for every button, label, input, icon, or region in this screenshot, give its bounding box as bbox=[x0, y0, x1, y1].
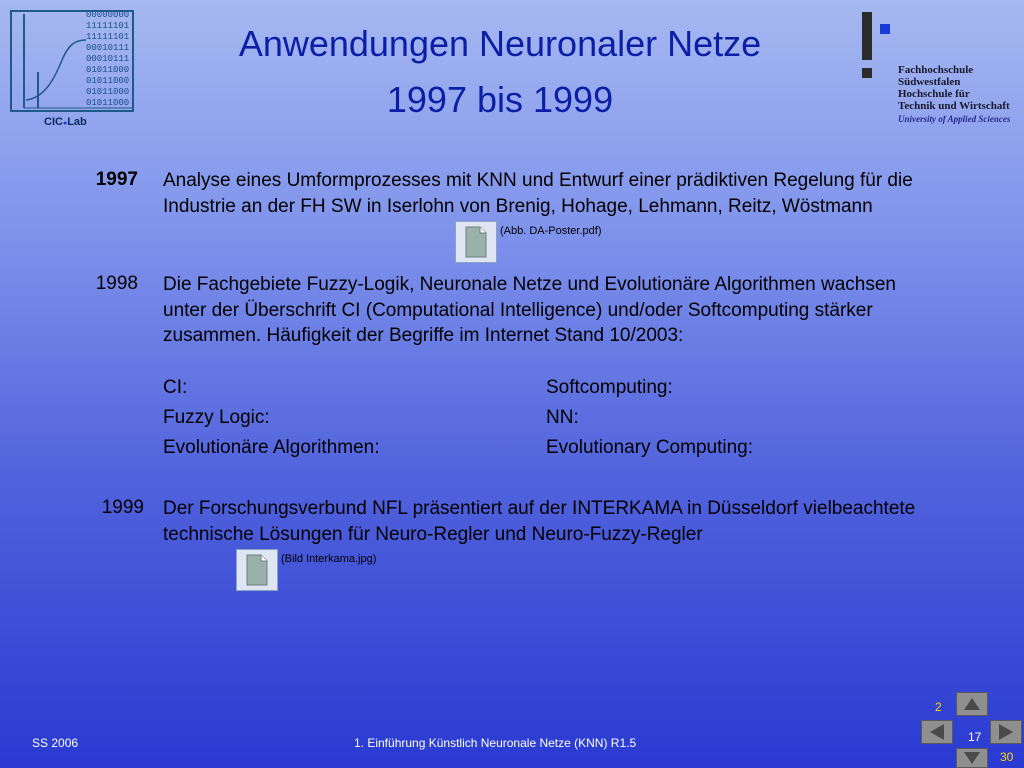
attachment-poster[interactable] bbox=[455, 221, 497, 263]
logo-exclamation-bar bbox=[862, 12, 872, 60]
year-1997: 1997 bbox=[95, 169, 138, 190]
page-subtitle: 1997 bis 1999 bbox=[386, 79, 614, 120]
logo-text-line: Fachhochschule bbox=[898, 64, 974, 76]
nav-current-page: 17 bbox=[968, 730, 982, 744]
attachment-label[interactable]: (Bild Interkama.jpg) bbox=[281, 553, 377, 565]
page-title: Anwendungen Neuronaler Netze bbox=[238, 23, 762, 64]
arrow-up-icon bbox=[964, 698, 980, 710]
nav-next-button[interactable] bbox=[990, 720, 1022, 744]
nav-prev-button[interactable] bbox=[921, 720, 953, 744]
nav-total-pages: 30 bbox=[1000, 750, 1014, 764]
entry-1997-text: Analyse eines Umformprozesses mit KNN und Entwurf einer prädiktiven Regelung für die Industrie an der FH SW in Iserlohn von Brenig, Hohage, Lehmann, Reitz, Wöstmann bbox=[163, 170, 913, 217]
term-ci: CI: bbox=[163, 377, 188, 398]
nav-prev-page-number: 2 bbox=[935, 700, 942, 714]
term-evolutionary-computing: Evolutionary Computing: bbox=[546, 437, 753, 458]
logo-exclamation-dot bbox=[862, 68, 872, 78]
logo-text-line: Hochschule für bbox=[898, 88, 970, 100]
cic-lab-logo bbox=[10, 10, 134, 130]
fh-swf-logo bbox=[856, 10, 1020, 130]
logo-label: CIC●Lab bbox=[44, 116, 87, 128]
nav-down-button[interactable] bbox=[956, 748, 988, 768]
attachment-interkama[interactable] bbox=[236, 549, 278, 591]
entry-1998-text: Die Fachgebiete Fuzzy-Logik, Neuronale Netze und Evolutionäre Algorithmen wachsen unter der Überschrift CI (Computational Intelligence) und/oder Softcomputing stärker zusammen. Häufigkeit der Begriffe im Internet Stand 10/2003: bbox=[163, 274, 896, 346]
term-evolutionary-algorithms: Evolutionäre Algorithmen: bbox=[163, 437, 380, 458]
entry-1999-text: Der Forschungsverbund NFL präsentiert auf der INTERKAMA in Düsseldorf vielbeachtete technische Lösungen für Neuro-Regler und Neuro-Fuzzy-Regler bbox=[163, 498, 916, 545]
binary-pattern: 00000000 11111101 11111101 00010111 00010111 01011000 01011000 01011000 01011000 bbox=[86, 10, 130, 108]
footer-title: 1. Einführung Künstlich Neuronale Netze (KNN) R1.5 bbox=[354, 736, 637, 750]
year-1999: 1999 bbox=[101, 497, 144, 518]
term-softcomputing: Softcomputing: bbox=[546, 377, 673, 398]
attachment-label[interactable]: (Abb. DA-Poster.pdf) bbox=[500, 225, 602, 237]
term-fuzzy-logic: Fuzzy Logic: bbox=[163, 407, 270, 428]
nav-up-button[interactable] bbox=[956, 692, 988, 716]
logo-blue-square bbox=[880, 24, 890, 34]
logo-text-line: Südwestfalen bbox=[898, 76, 961, 88]
arrow-right-icon bbox=[999, 724, 1013, 740]
footer-semester: SS 2006 bbox=[32, 736, 79, 750]
logo-text-line: Technik und Wirtschaft bbox=[898, 100, 1010, 112]
year-1998: 1998 bbox=[95, 273, 138, 294]
logo-tagline: University of Applied Sciences bbox=[898, 114, 1011, 124]
document-icon bbox=[464, 226, 488, 258]
document-icon bbox=[245, 554, 269, 586]
arrow-down-icon bbox=[964, 752, 980, 764]
arrow-left-icon bbox=[930, 724, 944, 740]
term-nn: NN: bbox=[546, 407, 579, 428]
